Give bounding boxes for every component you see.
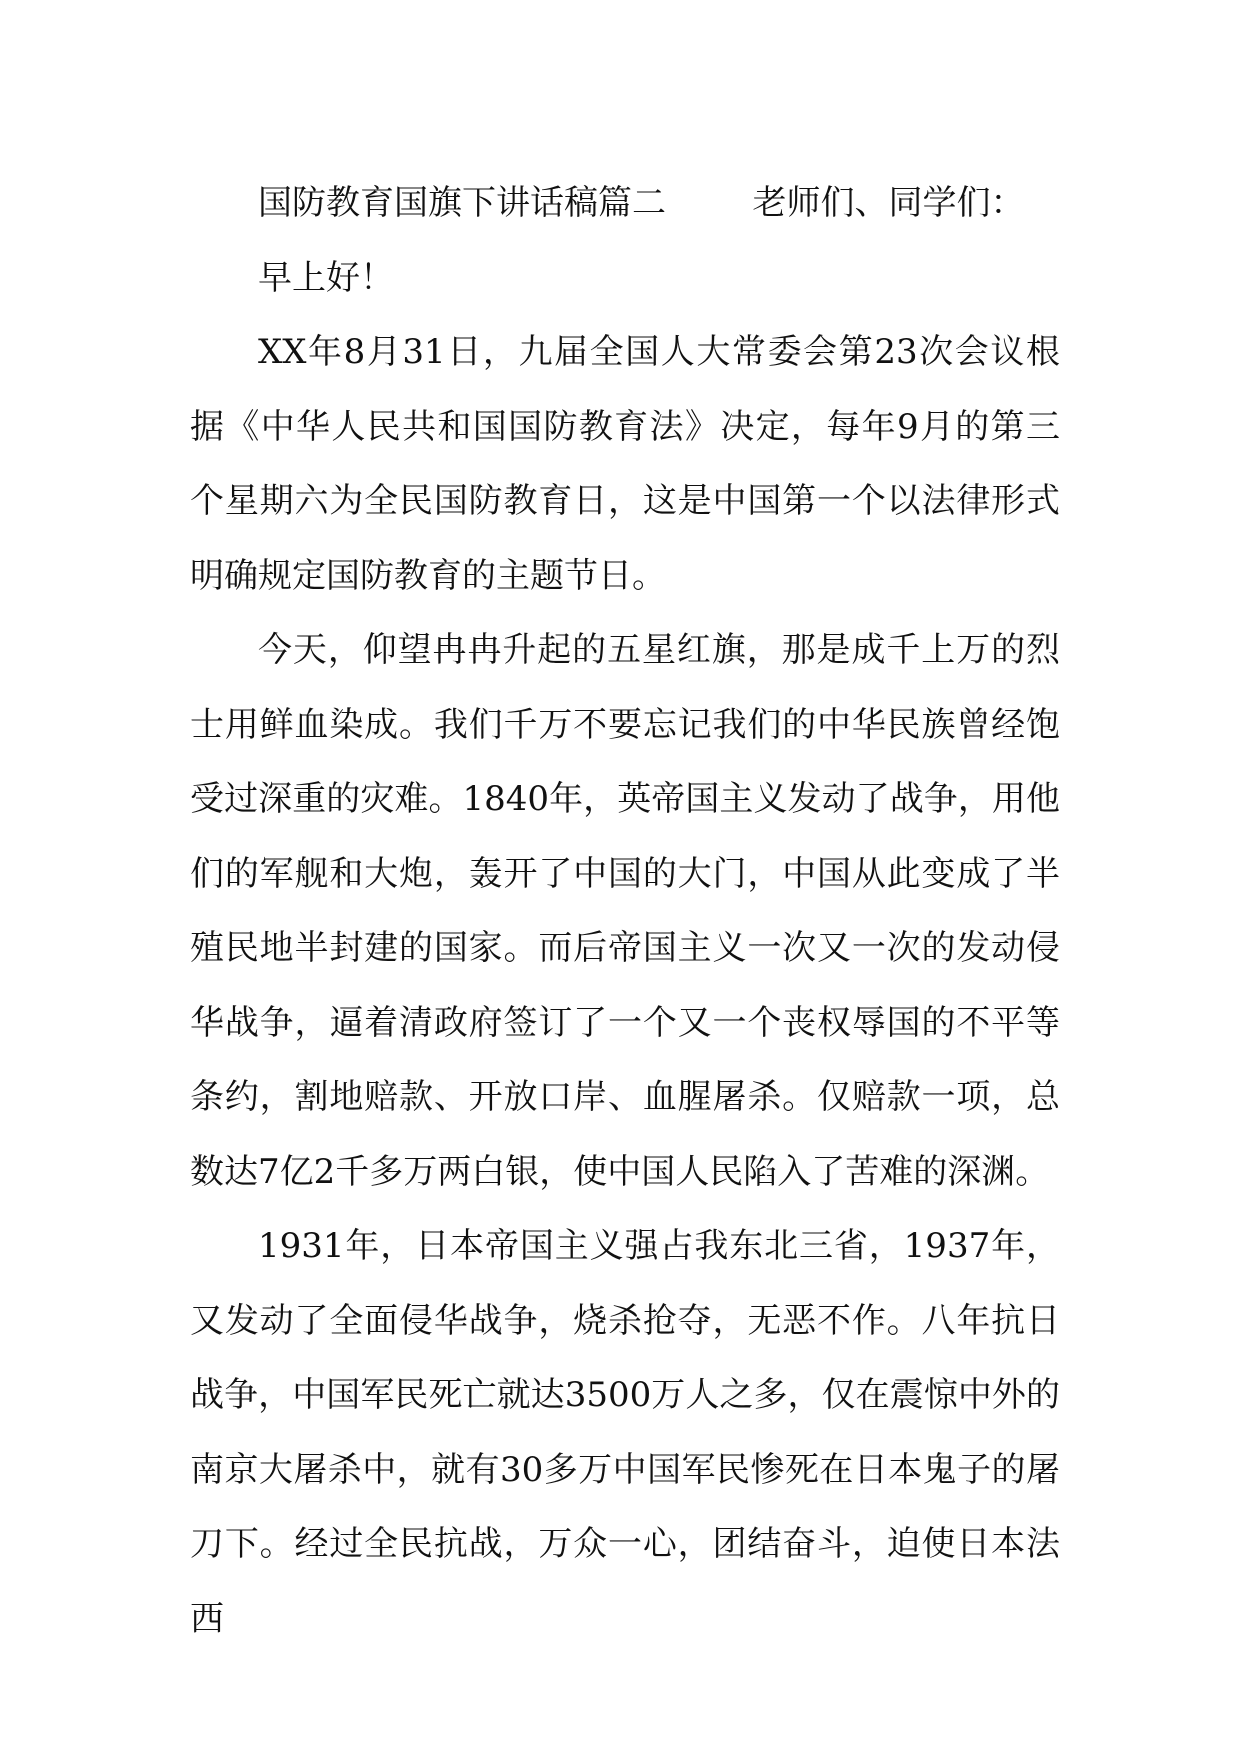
document-body: [190, 166, 1060, 1656]
paragraph-2: 今天，仰望冉冉升起的五星红旗，那是成千上万的烈士用鲜血染成。我们千万不要忘记我们的中华民族曾经饱受过深重的灾难。1840年，英帝国主义发动了战争，用他们的军舰和大炮，轰开了中国的大门，中国从此变成了半殖民地半封建的国家。而后帝国主义一次又一次的发动侵华战争，逼着清政府签订了一个又一个丧权辱国的不平等条约，割地赔款、开放口岸、血腥屠杀。仅赔款一项，总数达7亿2千多万两白银，使中国人民陷入了苦难的深渊。: [190, 630, 1060, 1192]
paragraph-3: 1931年，日本帝国主义强占我东北三省，1937年，又发动了全面侵华战争，烧杀抢夺，无恶不作。八年抗日战争，中国军民死亡就达3500万人之多，仅在震惊中外的南京大屠杀中，就有30多万中国军民惨死在日本鬼子的屠刀下。经过全民抗战，万众一心，团结奋斗，迫使日本法西: [190, 1226, 1060, 1639]
greeting: 早上好！: [258, 257, 394, 298]
salutation: 老师们、同学们：: [752, 183, 1025, 223]
title-spacer: [666, 183, 752, 223]
document-title: 国防教育国旗下讲话稿篇二: [258, 183, 666, 223]
title-line: [190, 166, 1060, 241]
paragraph-1: XX年8月31日，九届全国人大常委会第23次会议根据《中华人民共和国国防教育法》决定，每年9月的第三个星期六为全民国防教育日，这是中国第一个以法律形式明确规定国防教育的主题节日。: [190, 332, 1060, 596]
